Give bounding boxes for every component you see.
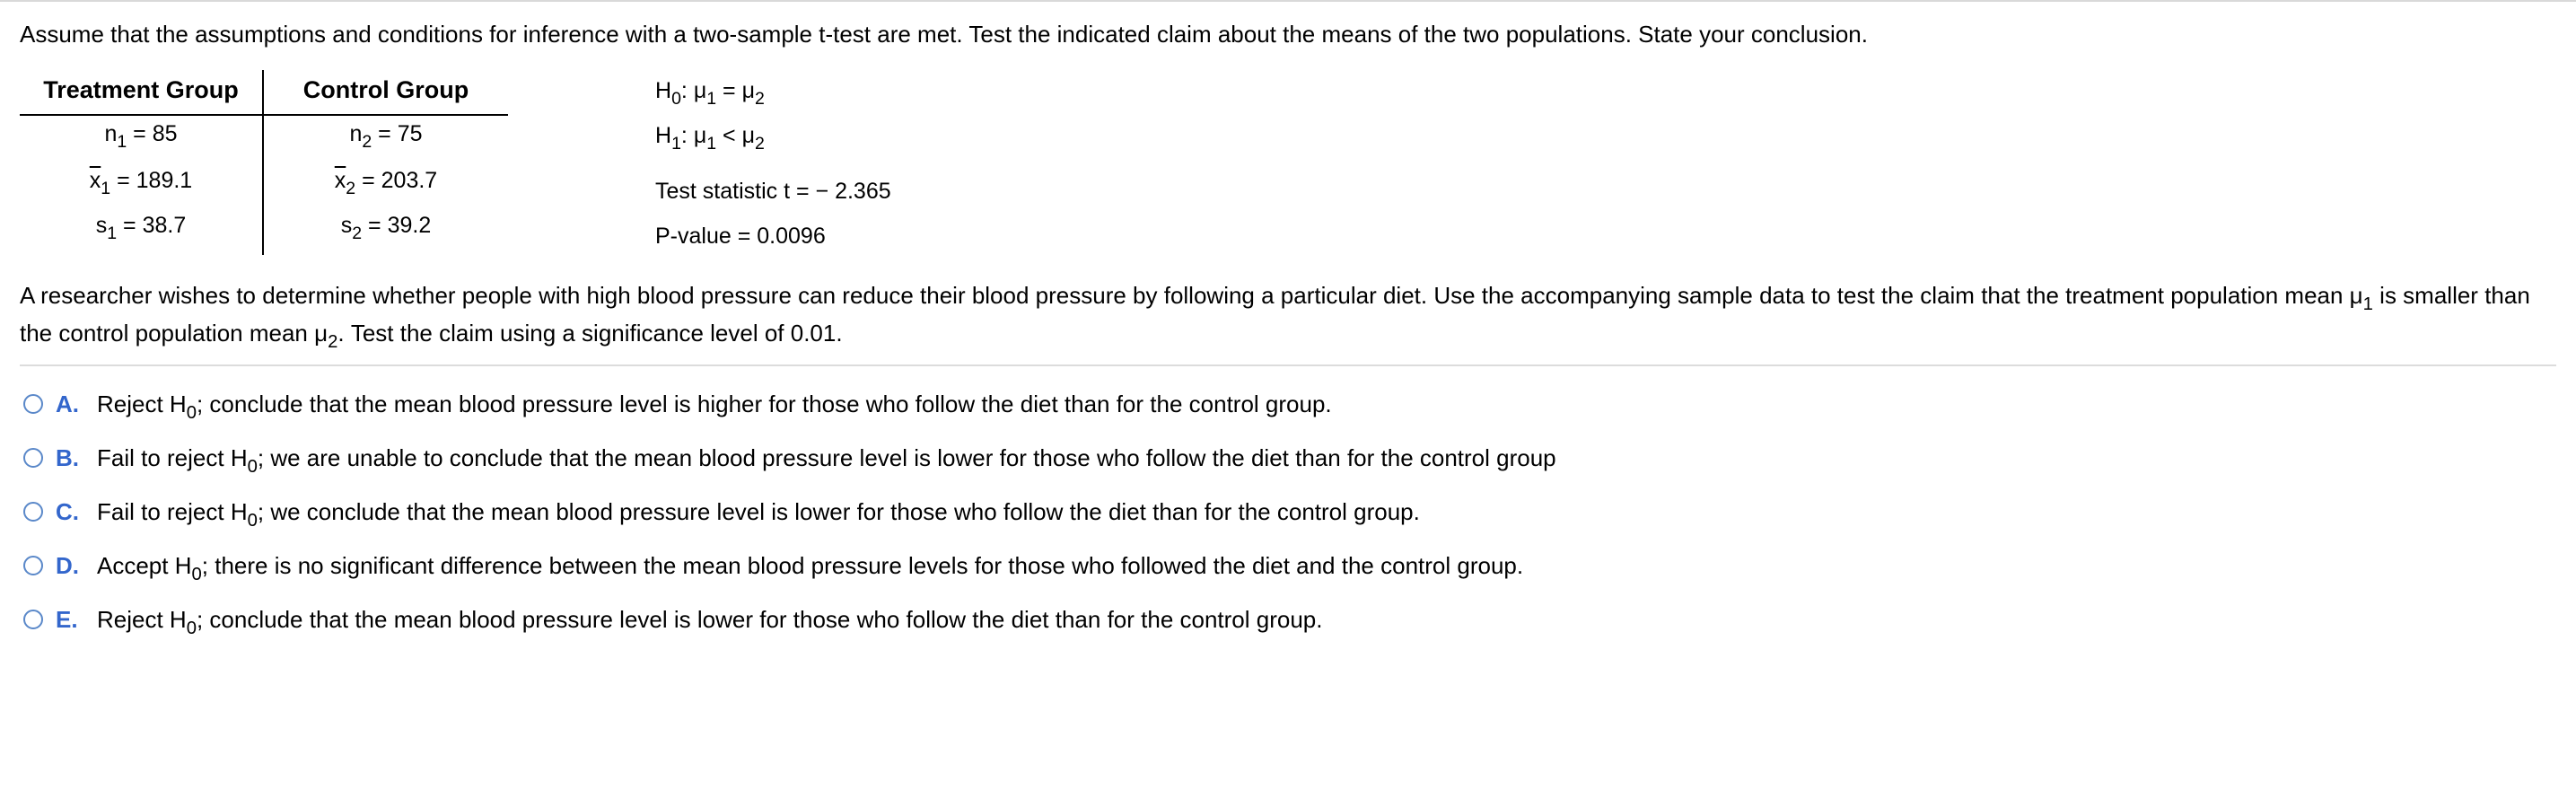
control-group-column	[264, 70, 508, 255]
treatment-group-header: Treatment Group	[43, 76, 239, 103]
option-a-text: Reject $H_0$; conclude that the mean blood pressure level is higher for those who follow the diet than for the control group.	[97, 390, 1332, 423]
option-e-letter: E.	[56, 605, 78, 633]
option-c[interactable]	[20, 494, 1420, 530]
control-group-header: Control Group	[302, 76, 469, 103]
option-d-letter: D.	[56, 551, 79, 579]
radio-option-e[interactable]	[23, 610, 43, 629]
question-prompt: Assume that the assumptions and conditions for inference with a two-sample t-test are met. Test the indicated claim about the means of the two populations. State your conclusion.	[20, 21, 1868, 48]
radio-option-c[interactable]	[23, 502, 43, 522]
option-e[interactable]	[20, 601, 1322, 637]
alternative-hypothesis: $H_1$: $\mu_1 < \mu_2$	[655, 123, 765, 154]
option-d-text: Accept $H_0$; there is no significant difference between the mean blood pressure levels for those who followed the diet and the control group.	[97, 551, 1524, 584]
null-hypothesis: $H_0$: $\mu_1 = \mu_2$	[655, 78, 765, 109]
radio-option-d[interactable]	[23, 556, 43, 575]
test-statistic: Test statistic t = − 2.365	[655, 179, 891, 204]
option-c-text: Fail to reject $H_0$; we conclude that the mean blood pressure level is lower for those who follow the diet than for the control group.	[97, 497, 1420, 531]
control-sd: $s_2 = 39.2$	[340, 213, 432, 243]
option-a[interactable]	[20, 386, 1332, 422]
option-a-letter: A.	[56, 390, 79, 417]
treatment-group-column	[20, 70, 262, 255]
option-d[interactable]	[20, 548, 1523, 584]
treatment-sd: $s_1 = 38.7$	[95, 213, 187, 243]
control-n: $n_2 = 75$	[349, 121, 423, 152]
option-b[interactable]	[20, 440, 1556, 476]
option-b-text: Fail to reject $H_0$; we are unable to conclude that the mean blood pressure level is lower for those who follow the diet than for the control group	[97, 443, 1556, 477]
option-c-letter: C.	[56, 497, 79, 525]
p-value: P-value = 0.0096	[655, 224, 826, 249]
sample-data-table	[20, 70, 508, 255]
radio-option-a[interactable]	[23, 394, 43, 414]
section-divider	[20, 364, 2556, 366]
treatment-n: $n_1 = 85$	[104, 121, 178, 152]
problem-context: A researcher wishes to determine whether people with high blood pressure can reduce their blood pressure by following a particular diet. Use the accompanying sample data to test the claim that the treatment population mean $\mu_1$ is smaller than the control population mean $\mu_2$. Test the claim using a significance level of 0.01.	[20, 282, 2530, 353]
option-b-letter: B.	[56, 443, 79, 471]
radio-option-b[interactable]	[23, 448, 43, 468]
treatment-mean: $\overline{x}_1 = 189.1$	[89, 168, 193, 198]
top-divider	[0, 0, 2576, 2]
control-mean: $\overline{x}_2 = 203.7$	[334, 168, 438, 198]
option-e-text: Reject $H_0$; conclude that the mean blood pressure level is lower for those who follow the diet than for the control group.	[97, 605, 1323, 638]
